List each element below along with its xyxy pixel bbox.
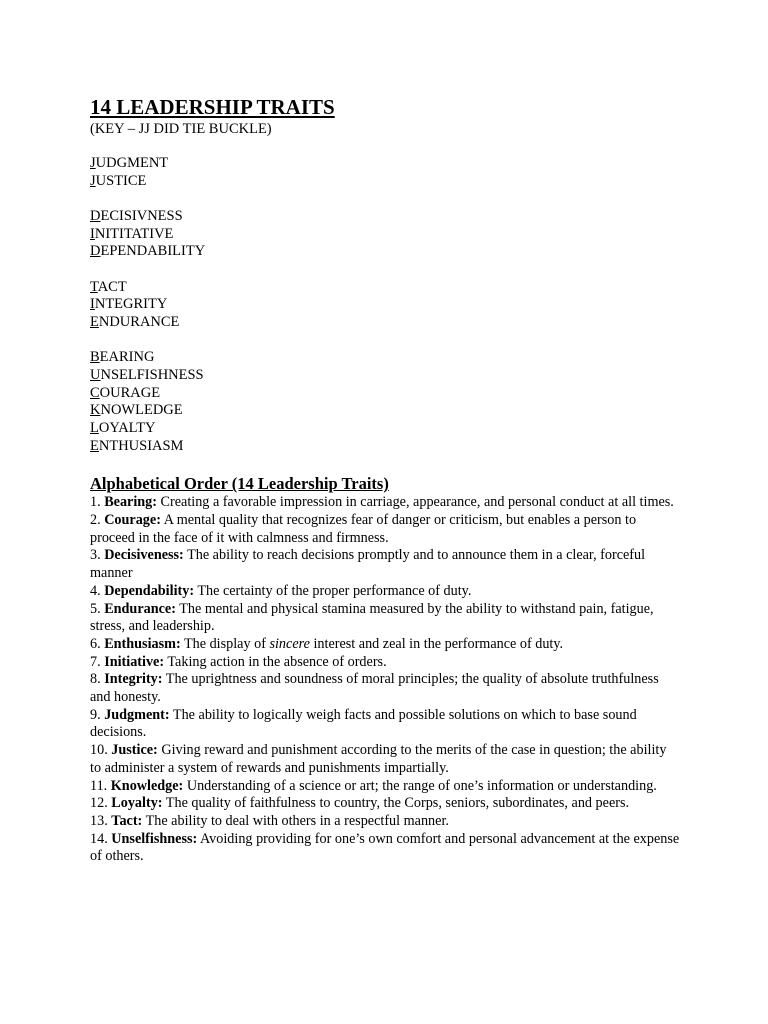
- trait-item: [90, 226, 680, 244]
- trait-rest: EPENDABILITY: [100, 243, 206, 260]
- definition-number: 6.: [90, 635, 105, 652]
- trait-initial: I: [90, 296, 95, 313]
- trait-initial: I: [90, 225, 95, 242]
- trait-initial: E: [90, 313, 99, 330]
- definition-term: Knowledge:: [110, 777, 184, 794]
- definition-text-after: interest and zeal in the performance of duty.: [309, 635, 564, 652]
- trait-initial: J: [90, 172, 96, 189]
- definition-term: Integrity:: [104, 671, 163, 688]
- trait-rest: ACT: [97, 278, 127, 295]
- trait-initial: B: [90, 349, 100, 366]
- trait-initial: D: [90, 243, 101, 260]
- definition-number: 5.: [90, 600, 105, 617]
- trait-rest: OURAGE: [99, 384, 161, 401]
- definition-item: [90, 601, 680, 636]
- trait-initial: U: [90, 366, 101, 383]
- definitions-list: [90, 494, 680, 866]
- definition-number: 4.: [90, 582, 105, 599]
- trait-initial: L: [90, 419, 99, 436]
- trait-item: [90, 438, 680, 456]
- definition-term: Bearing:: [104, 494, 157, 511]
- trait-rest: EARING: [99, 349, 155, 366]
- trait-initial: C: [90, 384, 100, 401]
- definition-item: [90, 547, 680, 582]
- definition-text: Understanding of a science or art; the range of one’s information or understanding.: [183, 777, 657, 794]
- definition-number: 12.: [90, 795, 112, 812]
- trait-item: [90, 173, 680, 191]
- definition-item: [90, 636, 680, 654]
- definition-text: Creating a favorable impression in carriage, appearance, and personal conduct at all times.: [157, 494, 674, 511]
- trait-initial: D: [90, 207, 101, 224]
- trait-rest: NOWLEDGE: [100, 402, 183, 419]
- definition-term: Judgment:: [104, 706, 170, 723]
- definition-text: The certainty of the proper performance of duty.: [194, 582, 472, 599]
- trait-rest: NTHUSIASM: [98, 437, 184, 454]
- trait-initial: J: [90, 155, 96, 171]
- definition-text: Giving reward and punishment according to the merits of the case in question; the ability to administer a system of rewards and punishments impartially.: [90, 742, 667, 776]
- definition-number: 13.: [90, 813, 112, 829]
- trait-rest: NITITATIVE: [94, 225, 174, 242]
- definition-text: The ability to logically weigh facts and possible solutions on which to base sound decisions.: [90, 706, 637, 741]
- definition-text: The ability to deal with others in a respectful manner.: [142, 813, 449, 829]
- definition-term: Loyalty:: [111, 795, 163, 812]
- definition-text: The display of: [180, 635, 270, 652]
- definition-number: 7.: [90, 653, 105, 670]
- trait-rest: USTICE: [95, 172, 147, 189]
- mnemonic-key: (KEY – JJ DID TIE BUCKLE): [90, 121, 272, 137]
- trait-item: [90, 349, 680, 367]
- definition-text: The uprightness and soundness of moral principles; the quality of absolute truthfulness and honesty.: [90, 671, 659, 706]
- trait-rest: NSELFISHNESS: [100, 366, 204, 383]
- definition-text: The mental and physical stamina measured by the ability to withstand pain, fatigue, stress, and leadership.: [90, 600, 654, 635]
- definition-number: 14.: [90, 830, 112, 847]
- definition-number: 10.: [90, 742, 112, 759]
- definition-number: 3.: [90, 547, 105, 564]
- trait-rest: NTEGRITY: [94, 296, 168, 313]
- definition-term: Enthusiasm:: [104, 635, 181, 652]
- definition-number: 2.: [90, 512, 105, 529]
- definition-text: A mental quality that recognizes fear of danger or criticism, but enables a person to proceed in the face of it with calmness and firmness.: [90, 512, 637, 546]
- trait-initial: E: [90, 437, 99, 454]
- definition-text: Avoiding providing for one’s own comfort and personal advancement at the expense of others.: [90, 830, 680, 865]
- definition-emphasis: sincere: [269, 635, 310, 652]
- definition-number: 8.: [90, 671, 105, 688]
- definition-item: [90, 654, 680, 672]
- definition-item: [90, 494, 680, 512]
- definition-number: 9.: [90, 706, 105, 723]
- definition-term: Unselfishness:: [111, 830, 198, 847]
- trait-initial: K: [90, 402, 101, 419]
- definition-term: Initiative:: [104, 653, 165, 670]
- document-page: [90, 94, 680, 866]
- definition-item: [90, 813, 680, 831]
- definition-term: Dependability:: [104, 582, 195, 599]
- trait-item: [90, 367, 680, 385]
- definition-term: Courage:: [104, 512, 161, 529]
- trait-rest: NDURANCE: [98, 313, 180, 330]
- definition-text: The ability to reach decisions promptly and to announce them in a clear, forceful manner: [90, 547, 646, 582]
- trait-item: [90, 385, 680, 403]
- trait-item: [90, 314, 680, 332]
- trait-group: [90, 208, 680, 261]
- definition-term: Tact:: [111, 813, 143, 829]
- definition-item: [90, 671, 680, 706]
- trait-group: [90, 349, 680, 455]
- definition-term: Decisiveness:: [104, 547, 184, 564]
- definition-text: Taking action in the absence of orders.: [164, 653, 387, 670]
- definition-term: Justice:: [111, 742, 158, 759]
- definition-item: [90, 831, 680, 866]
- definition-item: [90, 583, 680, 601]
- trait-rest: OYALTY: [98, 419, 156, 436]
- trait-mnemonic-list: [90, 155, 680, 455]
- trait-group: [90, 155, 680, 190]
- definition-text: The quality of faithfulness to country, the Corps, seniors, subordinates, and peers.: [162, 795, 630, 812]
- definition-item: [90, 795, 680, 813]
- trait-item: [90, 208, 680, 226]
- definition-item: [90, 707, 680, 742]
- definition-item: [90, 742, 680, 777]
- trait-item: [90, 243, 680, 261]
- trait-item: [90, 296, 680, 314]
- definition-number: 1.: [90, 494, 105, 511]
- trait-initial: T: [90, 278, 98, 295]
- definition-item: [90, 512, 680, 547]
- trait-group: [90, 279, 680, 332]
- definition-number: 11.: [90, 777, 111, 794]
- trait-rest: ECISIVNESS: [100, 207, 183, 224]
- document-title: 14 LEADERSHIP TRAITS: [90, 95, 335, 119]
- trait-item: [90, 402, 680, 420]
- trait-rest: UDGMENT: [95, 155, 169, 171]
- definition-term: Endurance:: [104, 600, 176, 617]
- trait-item: [90, 279, 680, 297]
- trait-item: [90, 155, 680, 173]
- alphabetical-heading: Alphabetical Order (14 Leadership Traits): [90, 474, 389, 494]
- definition-item: [90, 778, 680, 796]
- trait-item: [90, 420, 680, 438]
